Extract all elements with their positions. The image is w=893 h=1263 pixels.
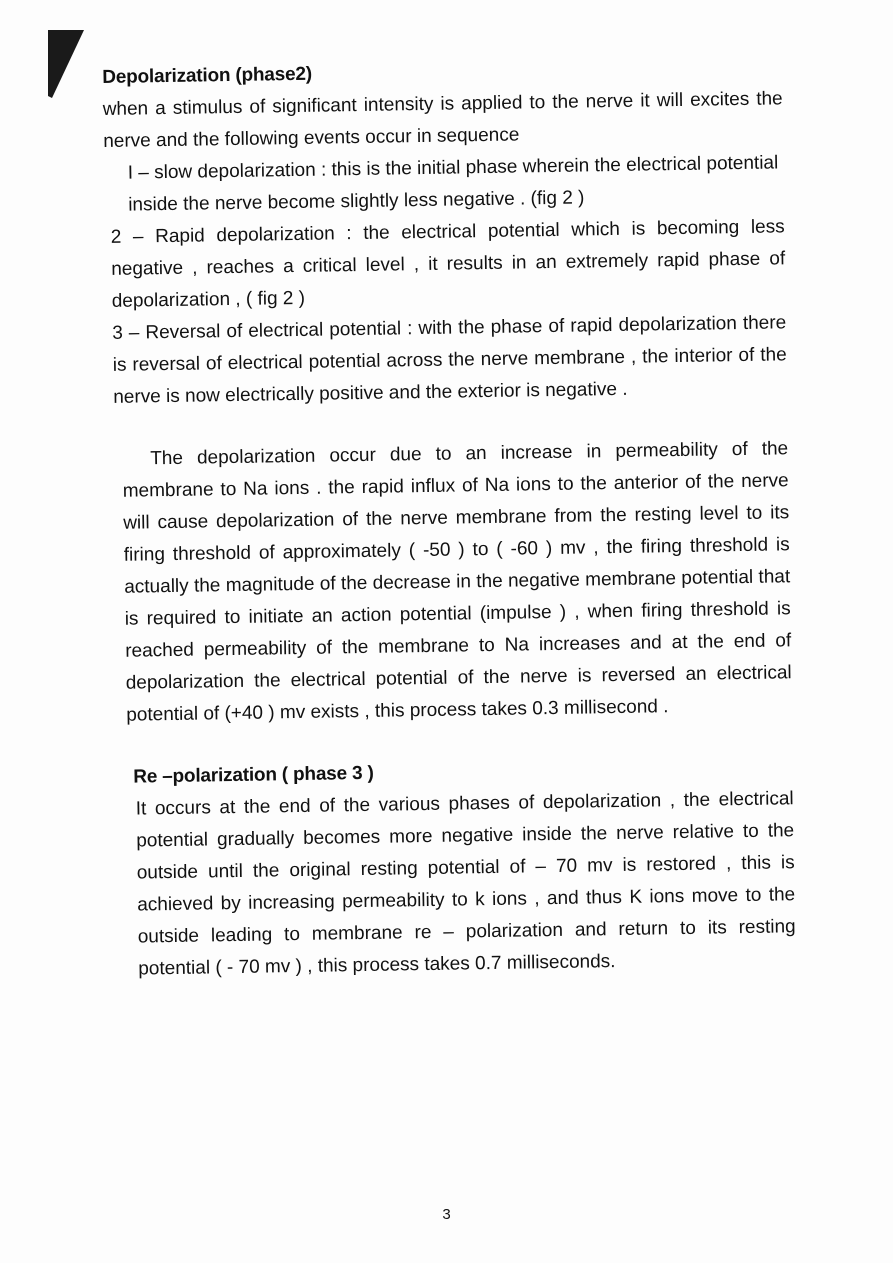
list-item-slow-depolarization: I – slow depolarization : this is the initial phase wherein the electrical potential inside the nerve become slightly less negative . (fig 2 ): [127, 152, 779, 216]
list-item-rapid-depolarization: 2 – Rapid depolarization : the electrical potential which is becoming less negative , reaches a critical level , it results in an extremely rapid phase of depolarization , ( fig 2 ): [110, 216, 786, 312]
intro-paragraph: when a stimulus of significant intensity is applied to the nerve it will excites the nerve and the following events occur in sequence: [102, 88, 783, 152]
scan-corner-mark: [46, 30, 86, 100]
repolarization-paragraph: It occurs at the end of the various phases of depolarization , the electrical potential gradually becomes more negative inside the nerve relative to the outside until the original resting potential of – 70 mv is restored , this is achieved by increasing permeability to k ions , and thus K ions move to the outside leading to membrane re – polarization and return to its resting potential ( - 70 mv ) , this process takes 0.7 milliseconds.: [135, 788, 796, 980]
page-content: [102, 51, 796, 986]
heading-depolarization: Depolarization (phase2): [102, 63, 313, 88]
depolarization-explanation-paragraph: The depolarization occur due to an increase in permeability of the membrane to Na ions . the rapid influx of Na ions to the anterior of the nerve will cause depolarization of the nerve membrane from the resting level to its firing threshold of approximately ( -50 ) to ( -60 ) mv , the firing threshold is actually the magnitude of the decrease in the negative membrane potential that is required to initiate an action potential (impulse ) , when firing threshold is reached permeability of the membrane to Na increases and at the end of depolarization the electrical potential of the nerve is reversed an electrical potential of (+40 ) mv exists , this process takes 0.3 millisecond .: [122, 438, 792, 726]
list-item-reversal-of-potential: 3 – Reversal of electrical potential : with the phase of rapid depolarization there is reversal of electrical potential across the nerve membrane , the interior of the nerve is now electrically positive and the exterior is negative .: [112, 312, 787, 408]
heading-repolarization: Re –polarization ( phase 3 ): [133, 762, 374, 788]
page-number: 3: [442, 1206, 451, 1223]
